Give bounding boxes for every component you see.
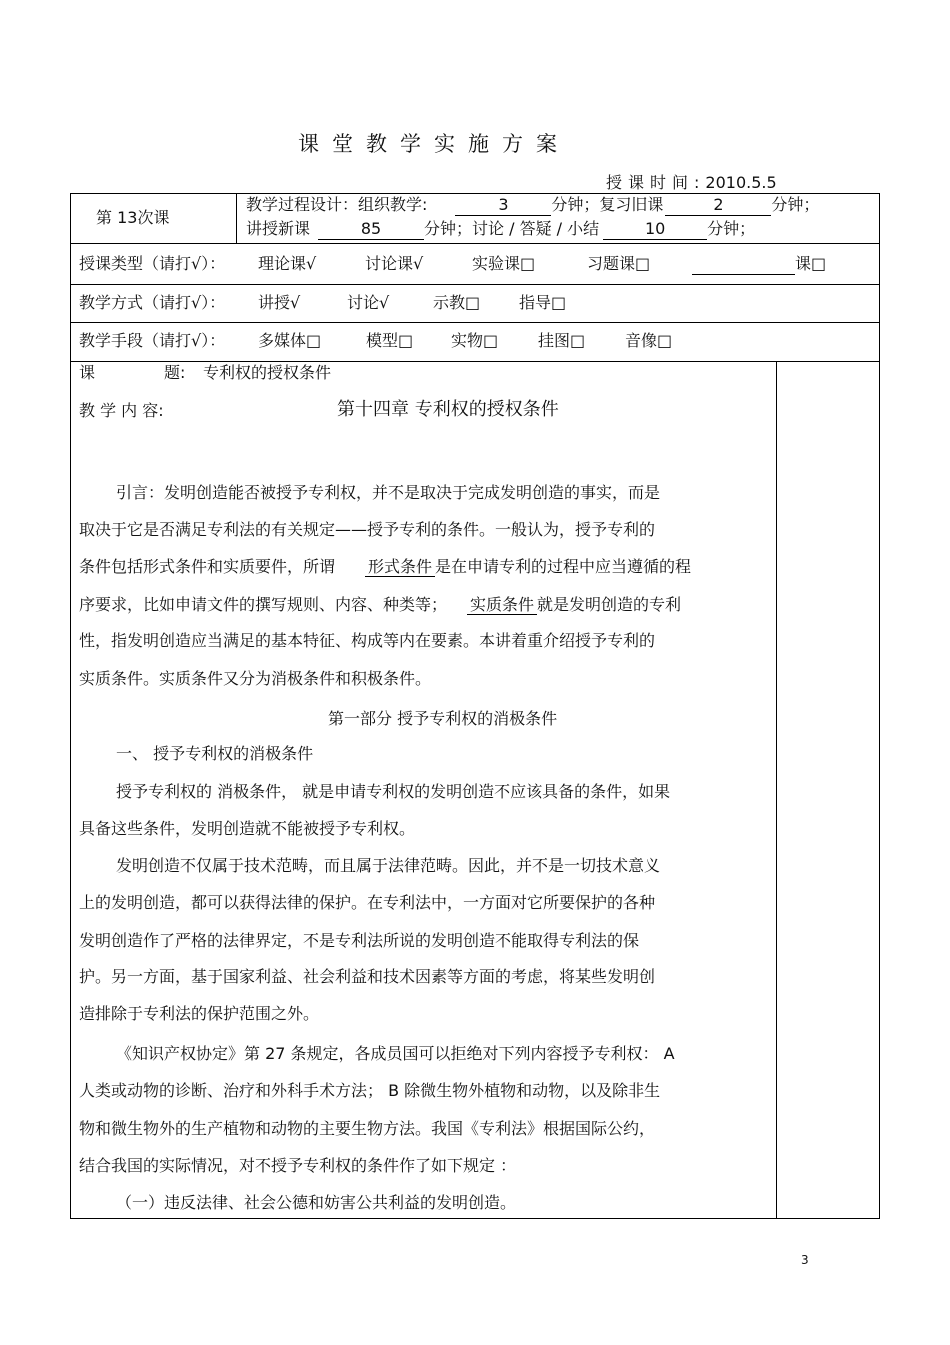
means-option-audio-video: 音像□ [625, 331, 673, 350]
session-number: 第 13次课 [96, 208, 170, 227]
intro-line-3: 条件包括形式条件和实质要件，所谓 形式条件 是在申请专利的过程中应当遵循的程 [79, 557, 692, 576]
intro-line-2: 取决于它是否满足专利法的有关规定——授予专利的条件。一般认为，授予专利的 [79, 520, 656, 539]
class-type-blank: 课□ [692, 253, 826, 275]
page-number: 3 [801, 1253, 809, 1267]
method-option-discussion: 讨论√ [347, 293, 390, 312]
part-heading: 第一部分 授予专利权的消极条件 [328, 709, 558, 728]
means-option-multimedia: 多媒体□ [258, 331, 322, 350]
document-title: 课堂教学实施方案 [298, 132, 570, 156]
topic-label-b: 题: [164, 363, 186, 382]
means-option-object: 实物□ [451, 331, 499, 350]
row-divider [70, 322, 880, 323]
negative-line-2: 具备这些条件，发明创造就不能被授予专利权。 [79, 819, 416, 838]
class-type-option-exercise: 习题课□ [587, 254, 651, 273]
table-border-bottom [70, 1218, 880, 1219]
section-heading: 一、 授予专利权的消极条件 [116, 744, 314, 763]
scope-line-1: 发明创造不仅属于技术范畴，而且属于法律范畴。因此，并不是一切技术意义 [116, 856, 661, 875]
review-minutes: 2 [665, 195, 771, 216]
scope-line-4: 护。另一方面，基于国家利益、社会利益和技术因素等方面的考虑，将某些发明创 [79, 967, 656, 986]
scope-line-3: 发明创造作了严格的法律界定，不是专利法所说的发明创造不能取得专利法的保 [79, 931, 640, 950]
row-divider [70, 243, 880, 244]
scope-line-2: 上的发明创造，都可以获得法律的保护。在专利法中，一方面对它所要保护的各种 [79, 893, 656, 912]
means-label: 教学手段（请打√）： [79, 331, 226, 350]
process-design-line-1: 教学过程设计：组织教学: 3 分钟；复习旧课 2 分钟； [246, 195, 820, 214]
means-option-model: 模型□ [366, 331, 414, 350]
date-label: 授课时间: [606, 173, 706, 192]
topic-label-a: 课 [79, 363, 96, 382]
process-design-line-2: 讲授新课 85 分钟；讨论 / 答疑 / 小结 10 分钟； [246, 219, 756, 238]
intro-line-4: 序要求，比如申请文件的撰写规则、内容、种类等； 实质条件 就是发明创造的专利 [79, 595, 682, 614]
method-option-lecture: 讲授√ [258, 293, 301, 312]
class-type-label: 授课类型（请打√）： [79, 254, 226, 273]
substantive-conditions-term: 实质条件 [467, 595, 537, 615]
organize-minutes: 3 [455, 195, 551, 216]
method-label: 教学方式（请打√）： [79, 293, 226, 312]
intro-line-1: 引言：发明创造能否被授予专利权，并不是取决于完成发明创造的事实，而是 [116, 483, 661, 502]
trips-line-2: 人类或动物的诊断、治疗和外科手术方法； B 除微生物外植物和动物，以及除非生 [79, 1081, 661, 1100]
class-type-option-discussion: 讨论课√ [365, 254, 424, 273]
formal-conditions-term: 形式条件 [365, 557, 435, 577]
method-option-demo: 示教□ [433, 293, 481, 312]
class-type-blank-line [692, 254, 795, 275]
teach-minutes: 85 [318, 219, 424, 240]
date-value: 2010.5.5 [705, 173, 777, 192]
class-type-option-lab: 实验课□ [472, 254, 536, 273]
table-border-right [879, 193, 880, 1219]
chapter-heading: 第十四章 专利权的授权条件 [337, 399, 559, 420]
table-border-left [70, 193, 71, 1219]
content-label: 教 学 内 容: [79, 401, 164, 420]
intro-line-5: 性，指发明创造应当满足的基本特征、构成等内在要素。本讲着重介绍授予专利的 [79, 631, 656, 650]
trips-line-3: 物和微生物外的生产植物和动物的主要生物方法。我国《专利法》根据国际公约， [79, 1119, 656, 1138]
notes-column-divider [776, 361, 777, 1219]
discuss-minutes: 10 [603, 219, 707, 240]
row-divider [70, 361, 880, 362]
negative-line-1: 授予专利权的 消极条件， 就是申请专利权的发明创造不应该具备的条件，如果 [116, 782, 671, 801]
trips-line-1: 《知识产权协定》第 27 条规定，各成员国可以拒绝对下列内容授予专利权： A [116, 1044, 675, 1063]
topic-value: 专利权的授权条件 [203, 363, 332, 382]
intro-line-6: 实质条件。实质条件又分为消极条件和积极条件。 [79, 669, 432, 688]
row-divider [70, 284, 880, 285]
scope-line-5: 造排除于专利法的保护范围之外。 [79, 1004, 320, 1023]
exclusion-item-1: （一）违反法律、社会公德和妨害公共利益的发明创造。 [116, 1193, 517, 1212]
lesson-date [606, 170, 777, 193]
header-cell-divider [236, 193, 237, 244]
means-option-chart: 挂图□ [538, 331, 586, 350]
trips-line-4: 结合我国的实际情况，对不授予专利权的条件作了如下规定 ： [79, 1156, 517, 1175]
class-type-option-theory: 理论课√ [258, 254, 317, 273]
method-option-guidance: 指导□ [519, 293, 567, 312]
